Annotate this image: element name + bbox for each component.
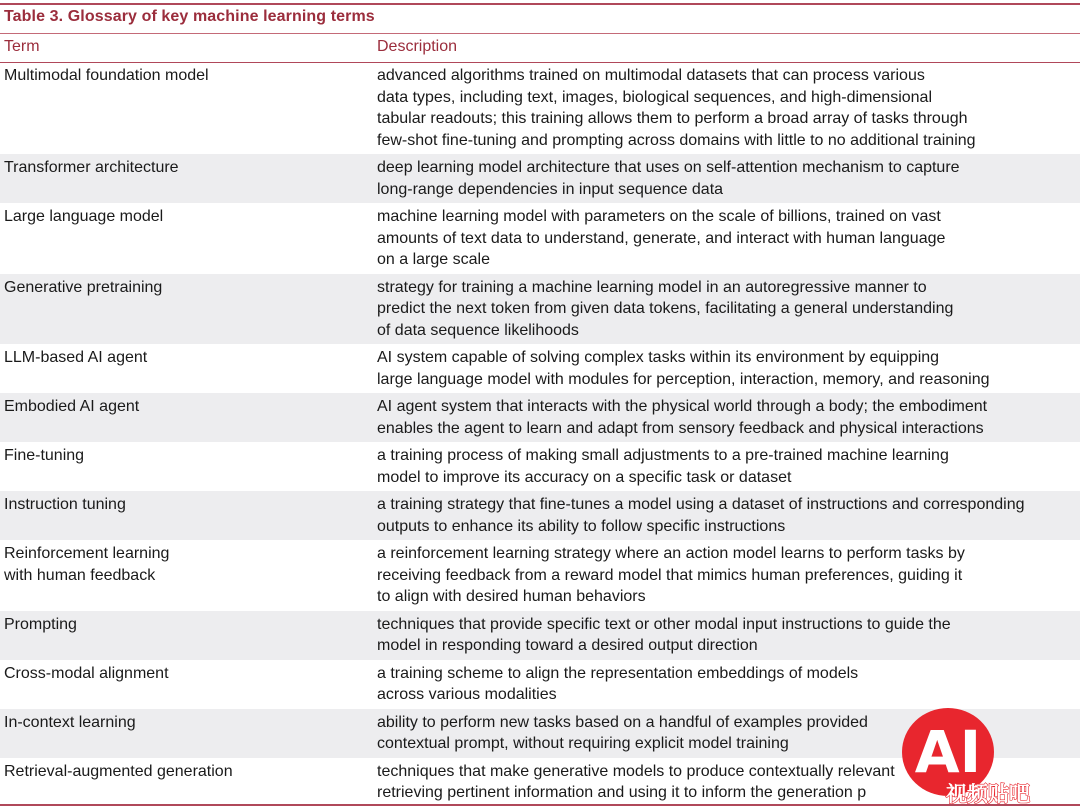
description-line: contextual prompt, without requiring explicit model training [377,735,789,752]
description-line: retrieving pertinent information and using it to inform the generation p [377,784,867,801]
term-cell [4,206,364,228]
header-description: Description [377,38,458,55]
description-line: a training strategy that fine-tunes a model using a dataset of instructions and corresponding [377,496,1025,513]
term-line: Cross-modal alignment [4,664,169,682]
description-line: outputs to enhance its ability to follow specific instructions [377,517,786,535]
description-line: deep learning model architecture that uses on self-attention mechanism to capture [377,159,960,176]
top-rule [0,3,1080,5]
description-line: data types, including text, images, biological sequences, and high-dimensional [377,88,933,106]
description-line: model in responding toward a desired output direction [377,637,758,654]
term-line: Fine-tuning [4,447,85,464]
description-cell [377,277,1067,342]
term-cell [4,396,364,418]
term-line: Reinforcement learning [4,545,170,562]
table-row [0,203,1080,274]
term-line: Transformer architecture [4,159,179,176]
description-line: AI system capable of solving complex tasks within its environment by equipping [377,349,940,366]
term-line: Instruction tuning [4,496,126,513]
term-cell [4,712,364,734]
description-cell [377,206,1067,271]
description-line: a reinforcement learning strategy where an action model learns to perform tasks by [377,545,965,562]
description-line: receiving feedback from a reward model that mimics human preferences, guiding it [377,566,963,584]
description-line: long-range dependencies in input sequence data [377,180,724,198]
term-cell [4,761,364,783]
description-line: few-shot fine-tuning and prompting across domains with little to no additional training [377,131,976,149]
description-line: to align with desired human behaviors [377,588,646,605]
description-cell [377,157,1067,200]
description-cell [377,543,1067,608]
term-line: Prompting [4,615,77,633]
description-line: techniques that make generative models to produce contextually relevant [377,762,895,780]
watermark-logo-text: AI [914,718,982,786]
description-line: advanced algorithms trained on multimodal datasets that can process various [377,67,925,84]
table-header [0,33,1080,63]
description-line: a training process of making small adjustments to a pre-trained machine learning [377,447,949,464]
table-caption: Table 3. Glossary of key machine learning terms [4,8,375,25]
term-line: Retrieval-augmented generation [4,762,233,780]
table-row [0,442,1080,491]
header-term: Term [4,38,40,55]
term-line: Embodied AI agent [4,398,140,415]
term-line: Generative pretraining [4,278,163,296]
term-line: Large language model [4,208,164,225]
table-row [0,491,1080,540]
term-cell [4,445,364,467]
table-row [0,274,1080,345]
description-cell [377,347,1067,390]
description-cell [377,445,1067,488]
table-row [0,540,1080,611]
description-line: techniques that provide specific text or other modal input instructions to guide the [377,615,951,633]
term-line: In-context learning [4,713,136,731]
description-cell [377,494,1067,537]
term-cell [4,494,364,516]
description-cell [377,614,1067,657]
watermark-label: 视频贴吧 [946,782,1030,806]
description-line: predict the next token from given data tokens, facilitating a general understanding [377,300,954,317]
term-cell [4,157,364,179]
description-line: of data sequence likelihoods [377,321,579,339]
description-line: large language model with modules for perception, interaction, memory, and reasoning [377,370,990,388]
term-line: Multimodal foundation model [4,67,209,84]
description-line: strategy for training a machine learning model in an autoregressive manner to [377,278,927,296]
table-row [0,154,1080,203]
table-row [0,393,1080,442]
description-line: AI agent system that interacts with the physical world through a body; the embodiment [377,398,988,415]
description-line: a training scheme to align the representation embeddings of models [377,664,859,682]
term-cell [4,277,364,299]
term-cell [4,347,364,369]
description-line: ability to perform new tasks based on a handful of examples provided [377,713,868,731]
description-line: model to improve its accuracy on a specific task or dataset [377,468,792,486]
term-line: with human feedback [4,566,156,584]
watermark-logo [880,700,1080,809]
table-row [0,611,1080,660]
description-line: on a large scale [377,251,490,268]
description-line: enables the agent to learn and adapt from sensory feedback and physical interactions [377,419,984,437]
description-line: amounts of text data to understand, generate, and interact with human language [377,229,946,247]
term-cell [4,663,364,685]
description-cell [377,396,1067,439]
table-row [0,344,1080,393]
description-line: tabular readouts; this training allows them to perform a broad array of tasks through [377,110,968,127]
description-line: across various modalities [377,686,557,703]
term-line: LLM-based AI agent [4,349,148,366]
table-body [0,62,1080,807]
term-cell [4,543,364,586]
term-cell [4,614,364,636]
description-line: machine learning model with parameters on the scale of billions, trained on vast [377,208,941,225]
table-row [0,62,1080,154]
term-cell [4,65,364,87]
description-cell [377,65,1067,151]
